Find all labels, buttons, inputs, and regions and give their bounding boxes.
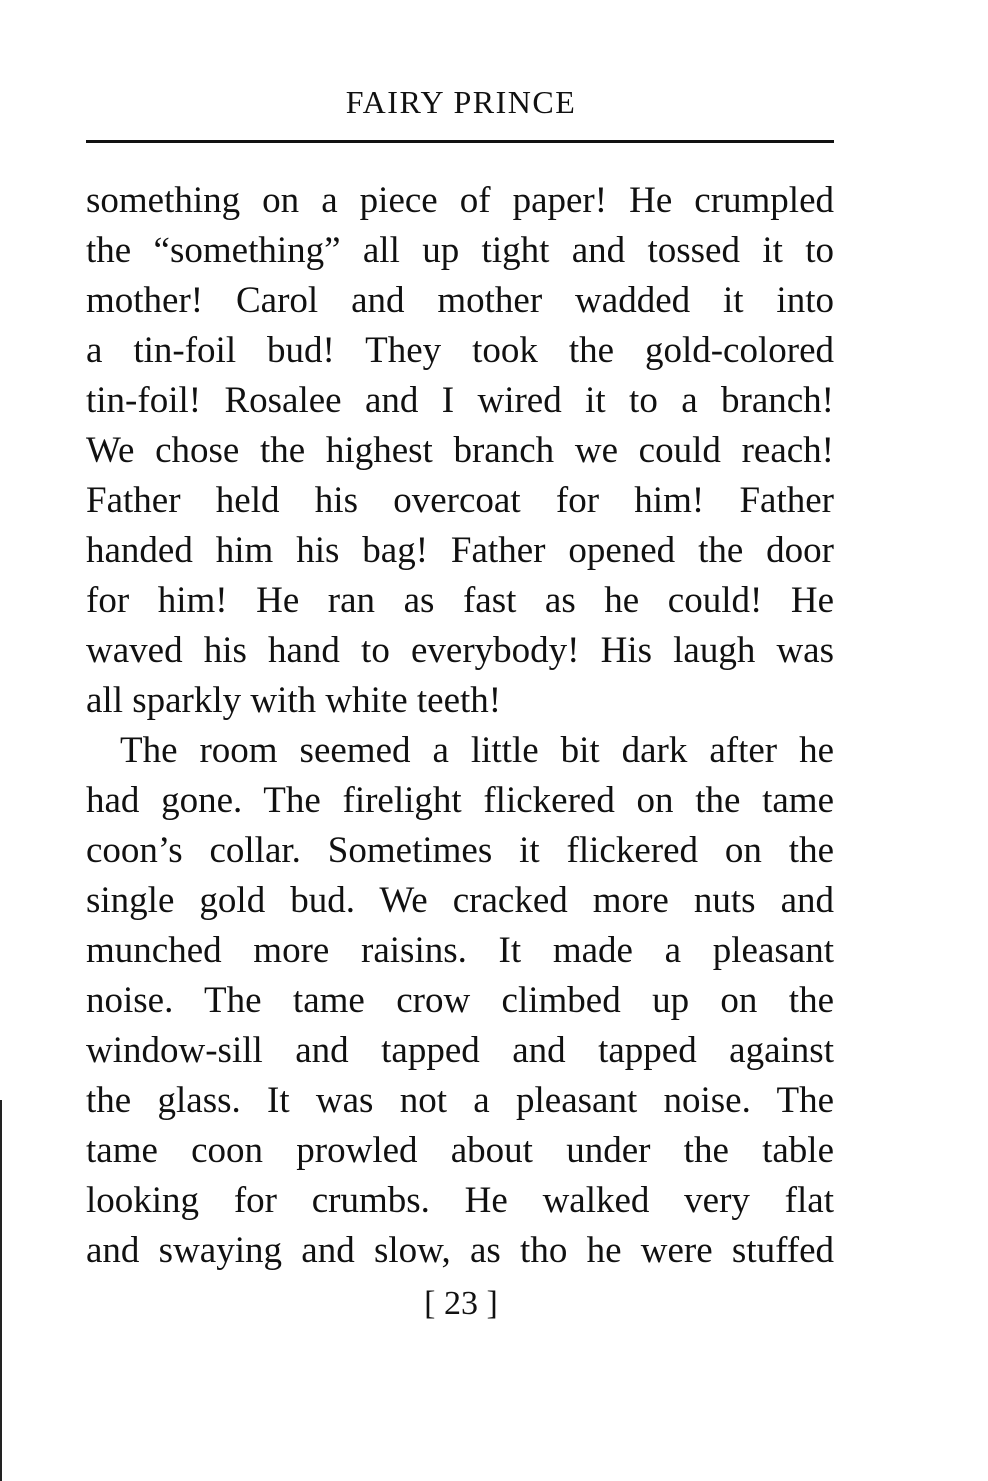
text-line: for him! He ran as fast as he could! He	[86, 580, 834, 621]
text-line: Father held his overcoat for him! Father	[86, 480, 834, 521]
text-line: the glass. It was not a pleasant noise. The	[86, 1080, 834, 1121]
text-line: tin-foil! Rosalee and I wired it to a branch!	[86, 380, 834, 421]
text-line: The room seemed a little bit dark after he	[120, 730, 834, 771]
header-rule	[86, 140, 834, 143]
text-line: We chose the highest branch we could reach!	[86, 430, 834, 471]
text-line: had gone. The firelight flickered on the tame	[86, 780, 834, 821]
text-line: all sparkly with white teeth!	[86, 680, 502, 721]
page-number: [ 23 ]	[424, 1285, 498, 1322]
text-line: tame coon prowled about under the table	[86, 1130, 834, 1171]
text-line: waved his hand to everybody! His laugh was	[86, 630, 834, 671]
text-line: noise. The tame crow climbed up on the	[86, 980, 834, 1021]
text-line: the “something” all up tight and tossed it to	[86, 230, 834, 271]
text-line: mother! Carol and mother wadded it into	[86, 280, 834, 321]
text-line: handed him his bag! Father opened the door	[86, 530, 834, 571]
text-line: single gold bud. We cracked more nuts and	[86, 880, 834, 921]
text-line: and swaying and slow, as tho he were stuffed	[86, 1230, 834, 1271]
text-line: coon’s collar. Sometimes it flickered on the	[86, 830, 834, 871]
text-line: looking for crumbs. He walked very flat	[86, 1180, 834, 1221]
text-line: a tin-foil bud! They took the gold-colored	[86, 330, 834, 371]
body-text	[86, 176, 834, 1276]
text-line: window-sill and tapped and tapped against	[86, 1030, 834, 1071]
binding-edge-line	[0, 1100, 2, 1481]
text-line: something on a piece of paper! He crumpled	[86, 180, 834, 221]
text-line: munched more raisins. It made a pleasant	[86, 930, 834, 971]
running-head: FAIRY PRINCE	[345, 84, 577, 120]
